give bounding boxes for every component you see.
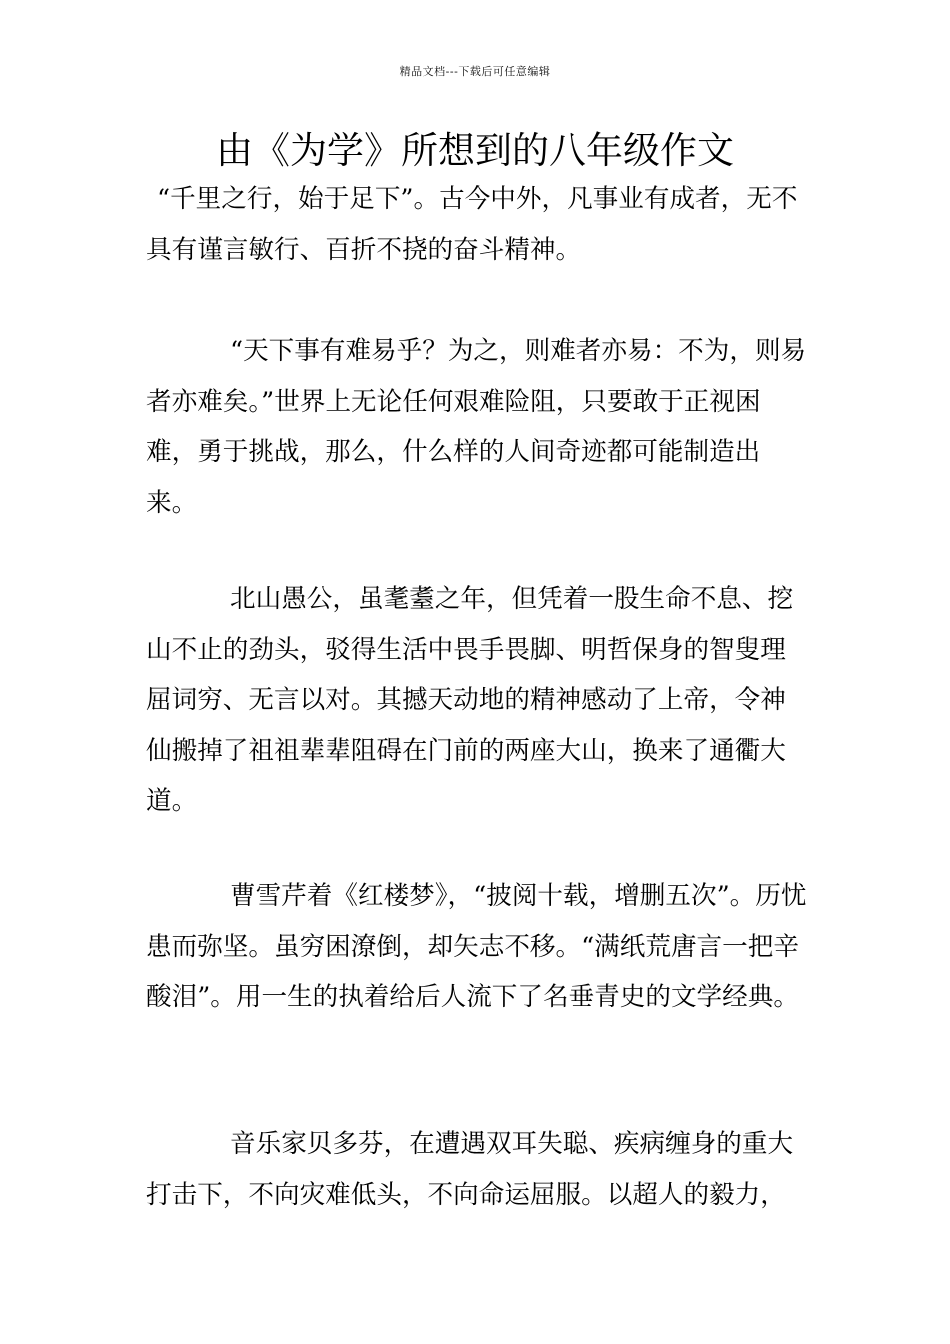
document-title: 由《为学》所想到的八年级作文 xyxy=(216,129,734,172)
paragraph-1: “千里之行，始于足下”。古今中外，凡事业有成者，无不具有谨言敏行、百折不挠的奋斗精神。 xyxy=(146,184,798,265)
paragraph-5: 音乐家贝多芬，在遭遇双耳失聪、疾病缠身的重大打击下，不向灾难低头，不向命运屈服。以超人的毅力， xyxy=(146,1129,794,1210)
paragraph-2: “天下事有难易乎？为之，则难者亦易：不为，则易者亦难矣。”世界上无论任何艰难险阻，只要敢于正视困难，勇于挑战，那么，什么样的人间奇迹都可能制造出来。 xyxy=(146,336,807,518)
paragraph-3: 北山愚公，虽耄耋之年，但凭着一股生命不息、挖山不止的劲头，驳得生活中畏手畏脚、明哲保身的智叟理屈词穷、无言以对。其撼天动地的精神感动了上帝，令神仙搬掉了祖祖辈辈阻碍在门前的两座大山，换来了通衢大道。 xyxy=(146,584,794,816)
paragraph-4: 曹雪芹着《红楼梦》，“披阅十载，增删五次”。历忧患而弥坚。虽穷困潦倒，却矢志不移。“满纸荒唐言一把辛酸泪”。用一生的执着给后人流下了名垂青史的文学经典。 xyxy=(146,881,807,1012)
page-header: 精品文档---下载后可任意编辑 xyxy=(399,65,551,78)
